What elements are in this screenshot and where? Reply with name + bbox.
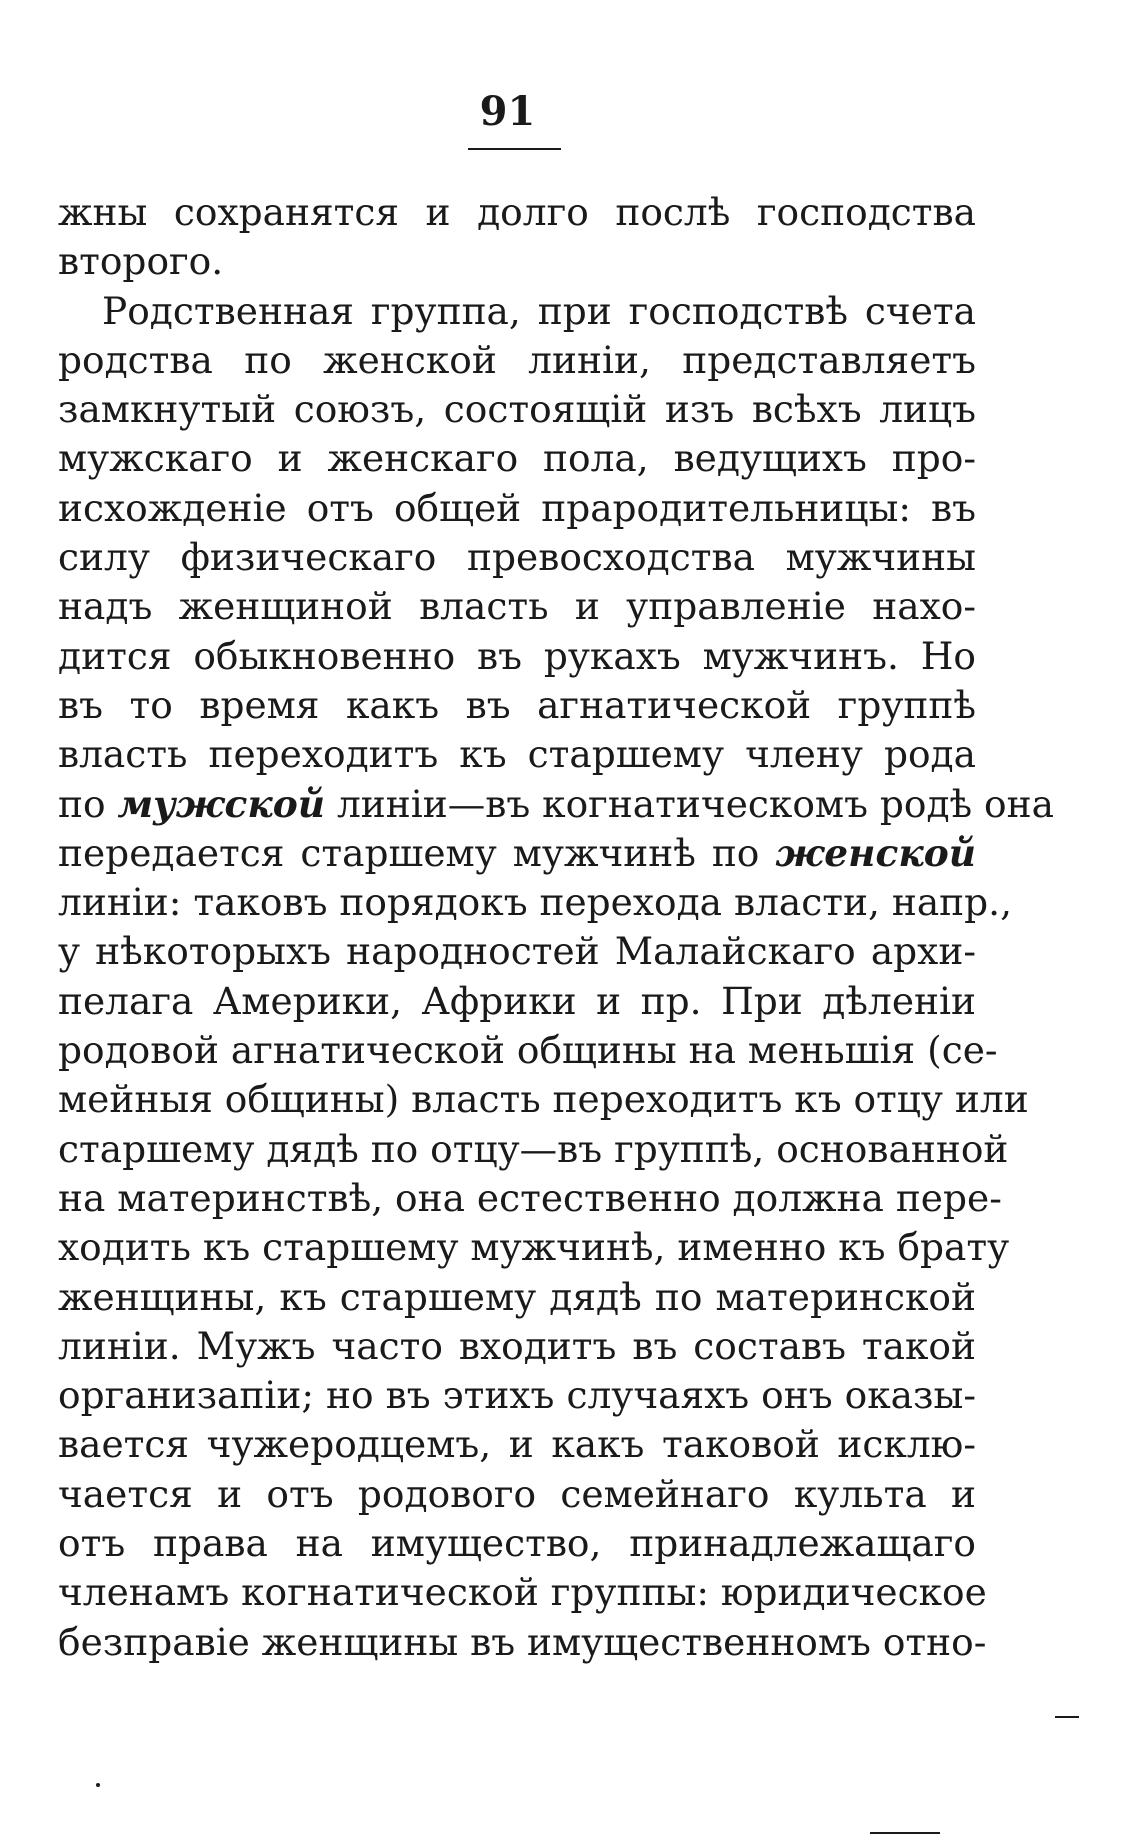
text-line: исхожденіе отъ общей прародительницы: въ (58, 485, 976, 530)
text-line: родовой агнатической общины на меньшія (се- (58, 1028, 998, 1073)
text-line: въ то время какъ въ агнатической группѣ (58, 682, 976, 727)
text-line: членамъ когнатической группы: юридическое (58, 1570, 987, 1615)
text-line: жны сохранятся и долго послѣ господства (58, 190, 976, 234)
text-run: передается старшему мужчинѣ по (58, 830, 776, 875)
text-line (58, 780, 1054, 829)
text-line: женщины, къ старшему дядѣ по материнской (58, 1274, 976, 1319)
text-line: чается и отъ родового семейнаго культа и (58, 1471, 976, 1516)
text-line: ходить къ старшему мужчинѣ, именно къ брату (58, 1225, 1010, 1270)
text-line: пелага Америки, Африки и пр. При дѣленіи (58, 978, 976, 1023)
text-line: надъ женщиной власть и управленіе нахо- (58, 584, 976, 629)
text-line: старшему дядѣ по отцу—въ группѣ, основанной (58, 1126, 1009, 1171)
text-line: отъ права на имущество, принадлежащаго (58, 1521, 976, 1566)
text-line: родства по женской линіи, представляетъ (58, 337, 976, 382)
scan-mark (870, 1832, 940, 1834)
scan-mark (1055, 1716, 1079, 1718)
text-run: линіи—въ когнатическомъ родѣ она (325, 781, 1054, 826)
text-line: безправіе женщины въ имущественномъ отно- (58, 1619, 987, 1664)
emphasis-text: женской (775, 830, 976, 875)
text-line: второго. (58, 239, 224, 284)
text-line: вается чужеродцемъ, и какъ таковой исклю- (58, 1422, 976, 1467)
text-line: Родственная группа, при господствѣ счета (102, 288, 976, 333)
text-line: у нѣкоторыхъ народностей Малайскаго архи- (58, 929, 976, 974)
text-line: дится обыкновенно въ рукахъ мужчинъ. Но (58, 633, 976, 678)
text-line: организапіи; но въ этихъ случаяхъ онъ оказы- (58, 1373, 976, 1418)
text-line: на материнствѣ, она естественно должна пере- (58, 1175, 1002, 1220)
body-text (58, 188, 1054, 1667)
text-run: по (58, 781, 118, 826)
text-line: власть переходитъ къ старшему члену рода (58, 732, 976, 777)
text-line (58, 829, 976, 878)
text-line: мужскаго и женскаго пола, ведущихъ про- (58, 436, 976, 481)
text-line: замкнутый союзъ, состоящій изъ всѣхъ лицъ (58, 387, 976, 432)
text-line: линіи. Мужъ часто входитъ въ составъ такой (58, 1323, 976, 1368)
scan-dot (96, 1783, 100, 1787)
page-number: 91 (479, 88, 536, 135)
text-line: мейныя общины) власть переходитъ къ отцу или (58, 1077, 1029, 1122)
text-line: линіи: таковъ порядокъ перехода власти, напр., (58, 880, 1013, 925)
page-number-rule (468, 148, 561, 150)
text-line: силу физическаго превосходства мужчины (58, 535, 976, 580)
emphasis-text: мужской (117, 781, 326, 826)
